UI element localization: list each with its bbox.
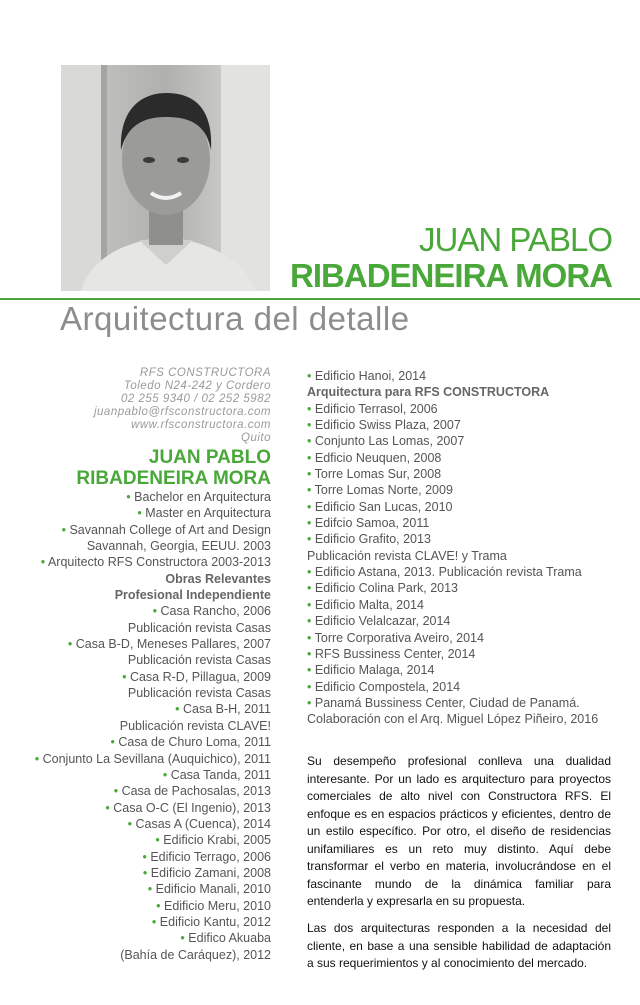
list-item [307, 613, 598, 629]
list-item [35, 832, 271, 848]
list-item [35, 947, 271, 963]
list-item [35, 816, 271, 832]
list-item-text: Panamá Bussiness Center, Ciudad de Panamá. [314, 695, 580, 710]
list-item-text: Edificio Malta, 2014 [314, 597, 424, 612]
list-item [35, 914, 271, 930]
bullet-icon: • [175, 702, 180, 717]
contact-address: Toledo N24-242 y Cordero [123, 380, 271, 392]
bullet-icon: • [40, 555, 46, 570]
list-item-text: Casa Tanda, 2011 [170, 767, 271, 782]
list-item [35, 571, 271, 587]
list-item [307, 499, 598, 515]
list-item-text: Bachelor en Arquitectura [134, 490, 271, 504]
bullet-icon: • [110, 735, 115, 750]
list-item [307, 679, 598, 695]
list-item-text: Torre Lomas Norte, 2009 [314, 483, 453, 498]
contact-website[interactable]: www.rfsconstructora.com [131, 419, 271, 431]
list-item [35, 603, 271, 619]
list-item-text: Torre Lomas Sur, 2008 [314, 467, 442, 482]
list-item-text: Edificio Terrasol, 2006 [314, 401, 438, 416]
list-item-text: Master en Arquitectura [145, 506, 271, 521]
list-item-text: Profesional Independiente [114, 588, 271, 603]
bullet-icon: • [67, 637, 73, 652]
list-item [35, 881, 271, 897]
list-item-text: (Bahía de Caráquez), 2012 [120, 947, 271, 962]
left-name-line2: RIBADENEIRA MORA [76, 468, 271, 489]
list-item [35, 930, 271, 946]
list-item [35, 587, 271, 603]
contact-city: Quito [241, 432, 271, 444]
list-item-text: Casa R-D, Pillagua, 2009 [129, 669, 271, 684]
bullet-icon: • [307, 663, 312, 678]
list-item [307, 531, 598, 547]
list-item-text: Conjunto La Sevillana (Auquichico), 2011 [42, 751, 271, 766]
list-item [35, 554, 271, 570]
bullet-icon: • [307, 450, 312, 465]
bullet-icon: • [307, 597, 312, 612]
bullet-icon: • [307, 532, 312, 547]
bullet-icon: • [307, 499, 312, 514]
bullet-icon: • [151, 914, 157, 929]
list-item [307, 368, 598, 384]
bullet-icon: • [307, 516, 312, 531]
bullet-icon: • [113, 784, 119, 799]
list-item-text: Savannah, Georgia, EEUU. 2003 [86, 539, 271, 554]
bullet-icon: • [137, 506, 142, 521]
list-item [307, 548, 598, 564]
list-item-text: Edificio Meru, 2010 [163, 898, 271, 913]
list-item [307, 564, 598, 580]
list-item-text: Edificio Astana, 2013. Publicación revista Trama [314, 565, 582, 580]
bullet-icon: • [307, 679, 312, 694]
list-item [35, 800, 271, 816]
right-work-list [307, 368, 598, 728]
list-item-text: Publicación revista Casas [127, 653, 271, 668]
bullet-icon: • [307, 646, 312, 661]
list-item-text: Casas A (Cuenca), 2014 [135, 816, 271, 831]
bullet-icon: • [127, 816, 133, 831]
header-name [290, 222, 612, 294]
list-item [307, 450, 598, 466]
bullet-icon: • [142, 865, 148, 880]
list-item-text: Arquitecto RFS Constructora 2003-2013 [47, 555, 271, 570]
list-item [35, 652, 271, 668]
bullet-icon: • [307, 630, 312, 645]
list-item-text: Publicación revista CLAVE! y Trama [307, 548, 507, 563]
list-item-text: Edificio San Lucas, 2010 [314, 499, 453, 514]
list-item-text: Torre Corporativa Aveiro, 2014 [314, 630, 484, 645]
list-item-text: Casa de Pachosalas, 2013 [121, 784, 271, 799]
description-paragraph-2: Las dos arquitecturas responden a la necesidad del cliente, en base a una sensible habilidad de adaptación a sus requerimientos y al conocimiento del mercado. [307, 921, 611, 970]
list-item-text: RFS Bussiness Center, 2014 [314, 646, 476, 661]
contact-block [94, 367, 271, 445]
list-item [307, 711, 598, 727]
bullet-icon: • [307, 581, 312, 596]
list-item [35, 538, 271, 554]
list-item-text: Casa B-H, 2011 [182, 702, 271, 717]
tagline: Arquitectura del detalle [60, 300, 410, 337]
list-item-text: Obras Relevantes [165, 571, 271, 586]
bullet-icon: • [307, 401, 312, 416]
contact-phone: 02 255 9340 / 02 252 5982 [121, 393, 271, 405]
list-item-text: Casa O-C (El Ingenio), 2013 [113, 800, 271, 815]
list-item [307, 401, 598, 417]
list-item-text: Edficio Neuquen, 2008 [314, 450, 442, 465]
list-item-text: Publicación revista Casas [127, 686, 271, 701]
bullet-icon: • [307, 369, 312, 383]
contact-email[interactable]: juanpablo@rfsconstructora.com [93, 406, 271, 418]
list-item [35, 865, 271, 881]
bullet-icon: • [126, 490, 131, 504]
list-item [307, 662, 598, 678]
bullet-icon: • [142, 849, 147, 864]
bullet-icon: • [307, 434, 312, 449]
description-paragraph-1: Su desempeño profesional conlleva una dualidad interesante. Por un lado es arquitecturo para proyectos comerciales de alto nivel con Constructora RFS. El enfoque es en espacios prácticos y eficientes, dentro de un estilo específico. Por otro, el diseño de residencias unifamiliares es un reto muy distinto. Aquí debe transformar el verbo en materia, involucrándose en el fascinante mundo de la dinámica familiar para entenderla y expresarla en su propuesta. [307, 754, 611, 908]
list-item [35, 767, 271, 783]
list-item [35, 636, 271, 652]
bullet-icon: • [307, 467, 312, 482]
contact-company: RFS CONSTRUCTORA [139, 367, 271, 379]
list-item [35, 898, 271, 914]
list-item-text: Arquitectura para RFS CONSTRUCTORA [307, 385, 550, 400]
header-first-name: JUAN PABLO [419, 221, 612, 258]
list-item [307, 515, 598, 531]
bullet-icon: • [155, 833, 160, 848]
list-item [307, 695, 598, 711]
bullet-icon: • [152, 604, 158, 619]
left-name [76, 447, 271, 489]
list-item-text: Casa de Churo Loma, 2011 [118, 735, 271, 750]
list-item-text: Edificio Hanoi, 2014 [314, 369, 427, 383]
bullet-icon: • [162, 767, 168, 782]
bullet-icon: • [147, 882, 153, 897]
list-item-text: Edificio Manali, 2010 [155, 882, 271, 897]
left-work-list [35, 489, 271, 963]
bullet-icon: • [105, 800, 110, 815]
list-item-text: Savannah College of Art and Design [69, 522, 271, 537]
left-name-line1: JUAN PABLO [148, 447, 271, 468]
list-item-text: Colaboración con el Arq. Miguel López Piñeiro, 2016 [307, 712, 599, 727]
bullet-icon: • [34, 751, 40, 766]
list-item [307, 630, 598, 646]
list-item-text: Publicación revista CLAVE! [119, 718, 271, 733]
list-item-text: Edificio Zamani, 2008 [150, 865, 271, 880]
list-item [35, 701, 271, 717]
list-item [35, 783, 271, 799]
list-item [307, 384, 598, 400]
list-item-text: Edificio Swiss Plaza, 2007 [314, 418, 461, 433]
list-item [35, 751, 271, 767]
list-item [35, 522, 271, 538]
list-item [307, 433, 598, 449]
list-item [307, 646, 598, 662]
list-item-text: Casa Rancho, 2006 [160, 604, 271, 619]
list-item [307, 482, 598, 498]
list-item [307, 417, 598, 433]
bullet-icon: • [307, 695, 312, 710]
list-item-text: Edificio Colina Park, 2013 [314, 581, 459, 596]
list-item-text: Edificio Krabi, 2005 [163, 833, 271, 848]
list-item-text: Conjunto Las Lomas, 2007 [314, 434, 465, 449]
list-item [35, 489, 271, 505]
list-item [35, 669, 271, 685]
list-item-text: Edificio Terrago, 2006 [150, 849, 271, 864]
bullet-icon: • [156, 898, 161, 913]
list-item-text: Edificio Grafito, 2013 [314, 532, 431, 547]
list-item-text: Edifcio Samoa, 2011 [314, 516, 430, 531]
list-item [307, 580, 598, 596]
bullet-icon: • [307, 565, 312, 580]
bullet-icon: • [180, 931, 185, 946]
list-item [35, 734, 271, 750]
list-item-text: Casa B-D, Meneses Pallares, 2007 [75, 637, 271, 652]
bullet-icon: • [307, 614, 312, 629]
list-item-text: Edifico Akuaba [188, 931, 271, 946]
bullet-icon: • [307, 483, 312, 498]
bullet-icon: • [122, 669, 127, 684]
list-item [35, 718, 271, 734]
list-item [35, 849, 271, 865]
list-item [35, 505, 271, 521]
list-item [307, 466, 598, 482]
bullet-icon: • [61, 522, 66, 537]
list-item-text: Edificio Kantu, 2012 [159, 914, 271, 929]
header-last-name: RIBADENEIRA MORA [290, 257, 612, 294]
bullet-icon: • [307, 418, 312, 433]
list-item-text: Edificio Compostela, 2014 [314, 679, 461, 694]
list-item [35, 620, 271, 636]
portrait-photo [61, 65, 270, 291]
list-item-text: Edificio Malaga, 2014 [314, 663, 435, 678]
list-item [307, 597, 598, 613]
list-item-text: Publicación revista Casas [127, 620, 271, 635]
list-item [35, 685, 271, 701]
list-item-text: Edificio Velalcazar, 2014 [314, 614, 451, 629]
